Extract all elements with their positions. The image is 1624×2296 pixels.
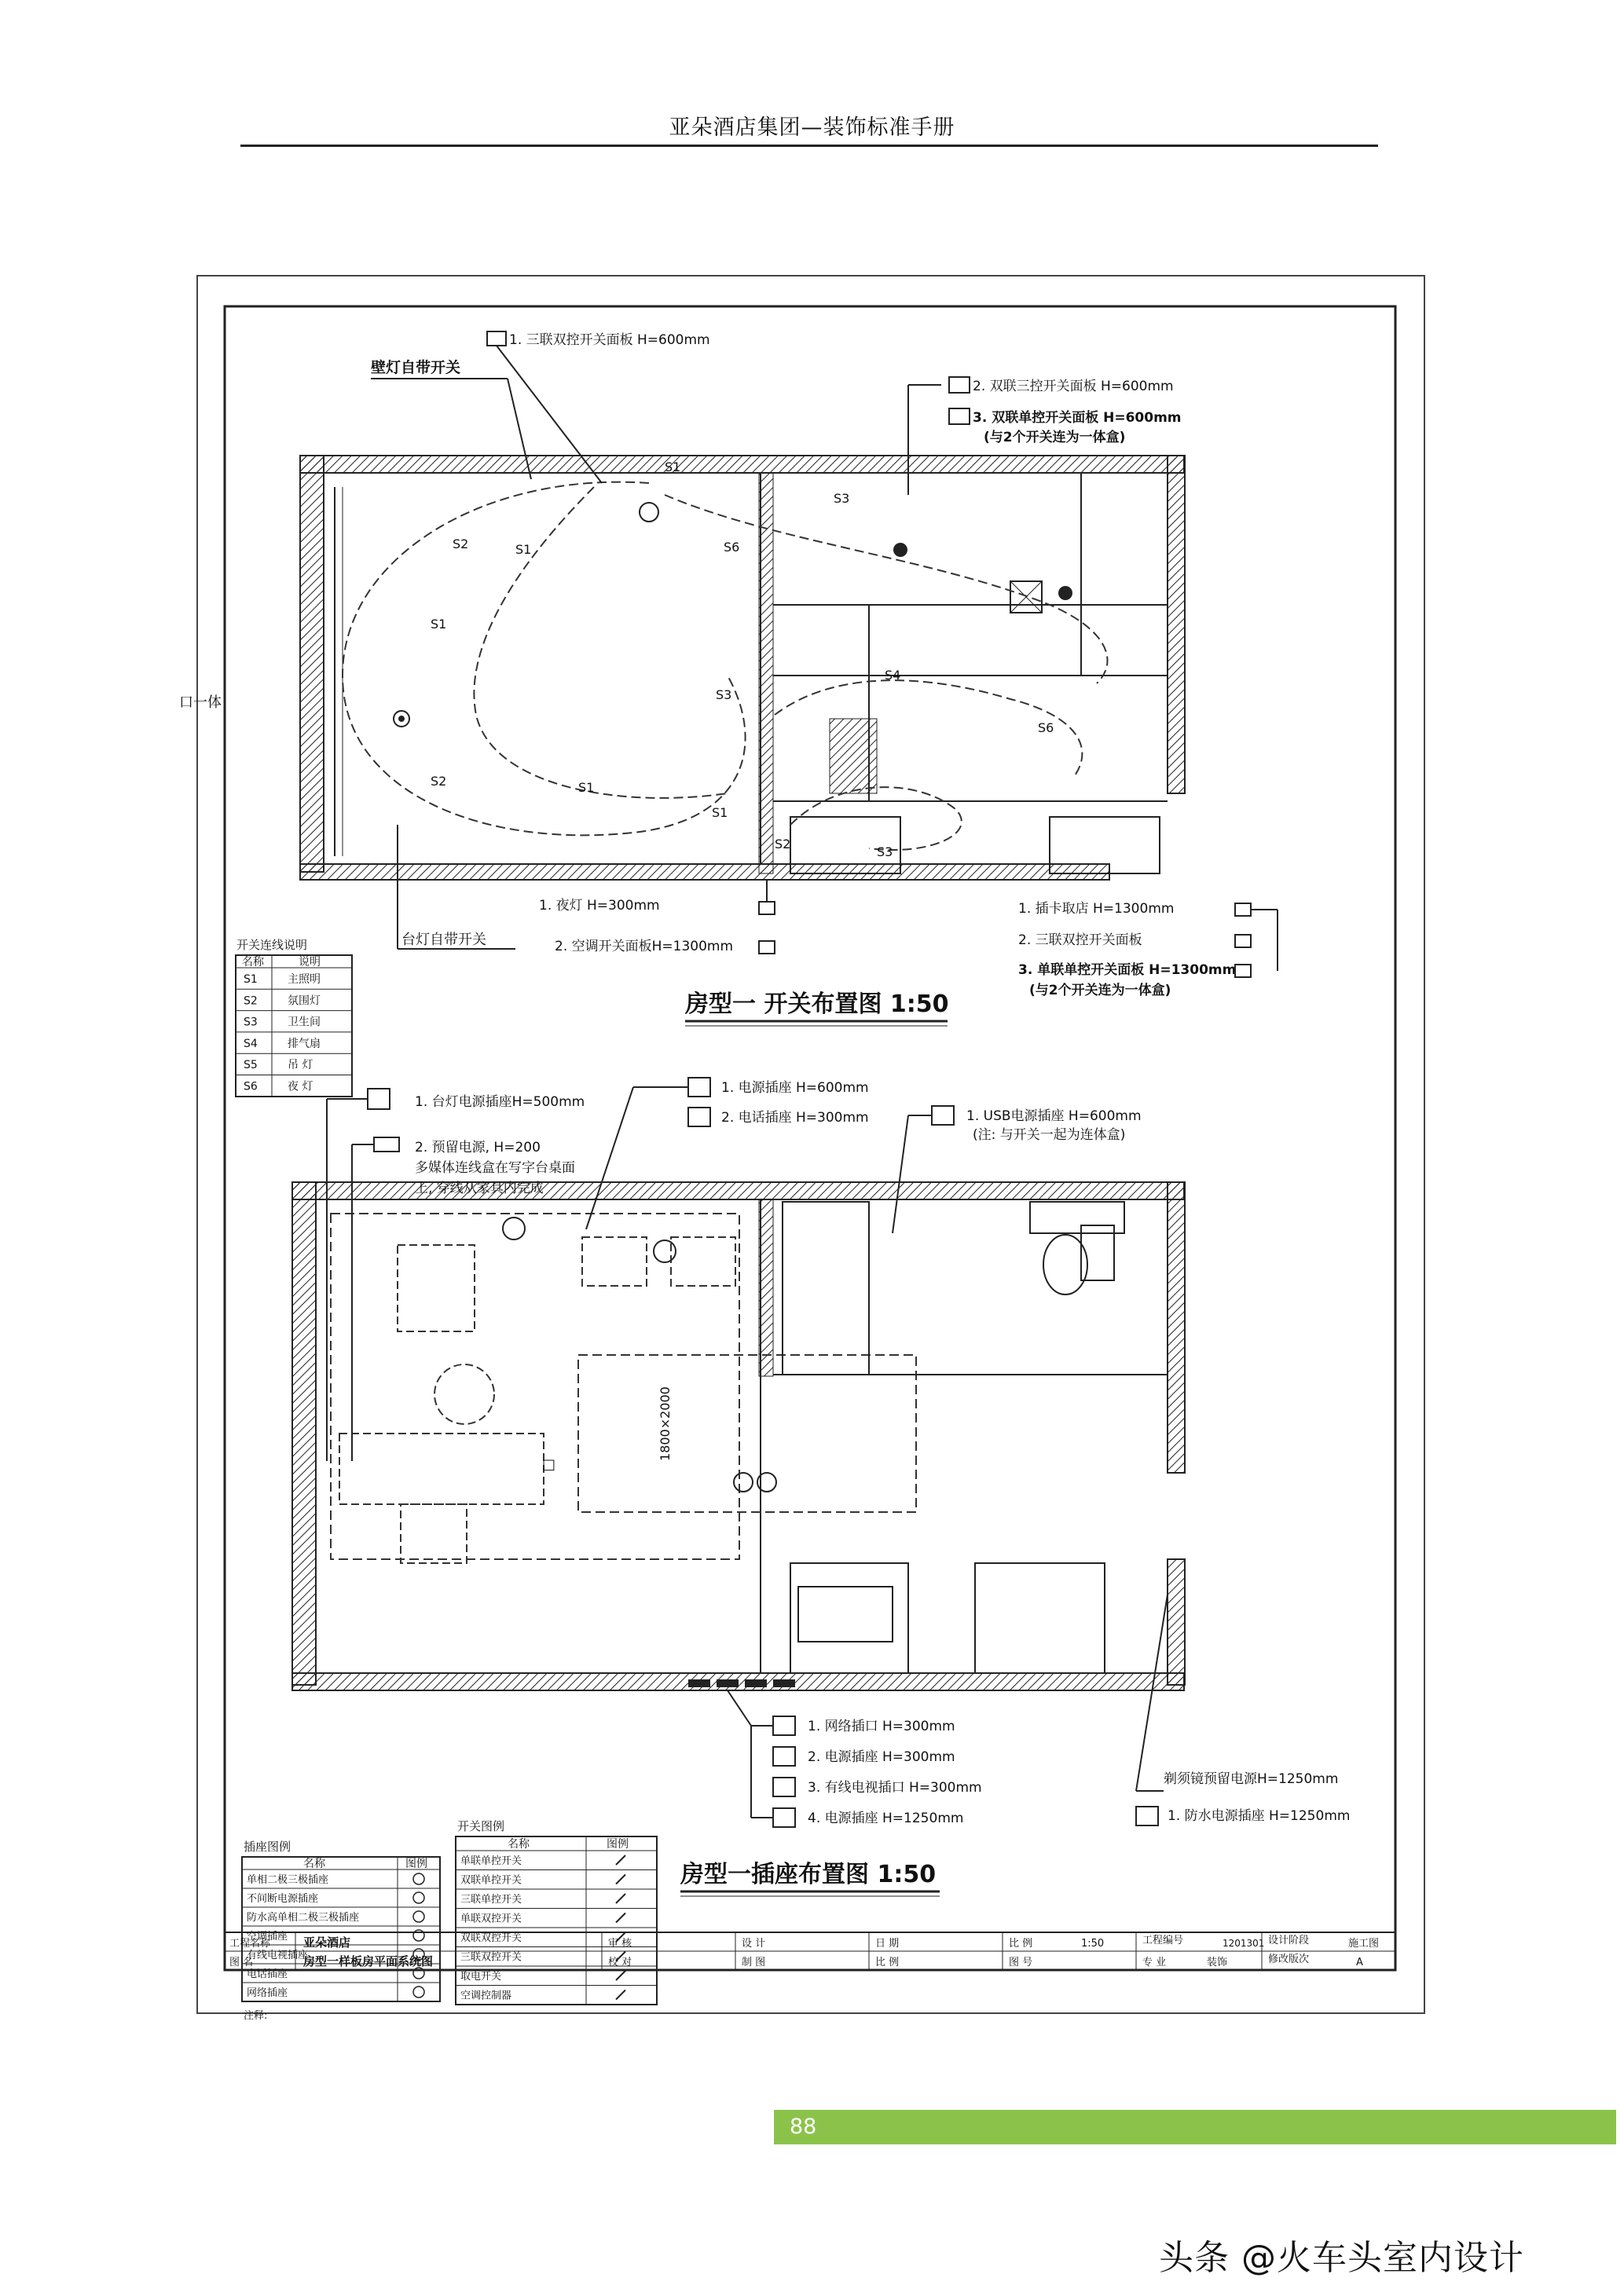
callout-waterproof: 1. 防水电源插座 H=1250mm [1168, 1808, 1351, 1824]
callout-triple-dual-top: 1. 三联双控开关面板 H=600mm [509, 332, 710, 348]
drawing-name: 房型一样板房平面系统图 [303, 1954, 434, 1968]
plan1-bottom-wall [300, 864, 1109, 880]
svg-text:修改版次: 修改版次 [1268, 1954, 1310, 1965]
svg-text:插座图例: 插座图例 [244, 1840, 291, 1854]
svg-text:S1: S1 [431, 617, 447, 632]
svg-text:S1: S1 [665, 460, 681, 474]
svg-text:工程编号: 工程编号 [1142, 1935, 1184, 1946]
socket-legend-item: 防水高单相二极三极插座 [247, 1912, 360, 1924]
svg-text:日 期: 日 期 [875, 1938, 900, 1950]
callout-desk-lamp: 台灯自带开关 [401, 932, 486, 948]
svg-text:开关连线说明: 开关连线说明 [236, 938, 308, 952]
callout-shaver: 剃须镜预留电源H=1250mm [1164, 1771, 1339, 1787]
svg-text:S6: S6 [1038, 720, 1054, 735]
svg-text:S2: S2 [775, 837, 791, 851]
callout-ac-panel: 2. 空调开关面板H=1300mm [555, 939, 734, 954]
callout-double-triple: 2. 双联三控开关面板 H=600mm [973, 379, 1174, 394]
svg-text:S3: S3 [877, 844, 893, 859]
svg-text:图 号: 图 号 [1009, 1957, 1033, 1968]
svg-text:S4: S4 [885, 668, 901, 683]
switch-symbol-icon [616, 1913, 625, 1923]
callout-reserved-power: 2. 预留电源, H=200 [415, 1140, 541, 1155]
plan2-left-wall [292, 1182, 316, 1685]
legend-code: S5 [244, 1059, 258, 1072]
switch-symbol-icon [616, 1875, 625, 1884]
svg-text:图例: 图例 [405, 1858, 427, 1870]
page-number: 88 [790, 2115, 817, 2139]
callout-reserved-note1: 多媒体连线盒在写字台桌面 [415, 1160, 575, 1176]
plan1-left-wall [300, 456, 324, 872]
switch-legend-item: 单联单控开关 [460, 1855, 522, 1867]
callout-single-single-note: (与2个开关连为一体盒) [1029, 983, 1171, 998]
callout-reserved-note2: 上, 穿线从家具内完成 [415, 1181, 544, 1196]
switch-legend-item: 双联单控开关 [460, 1874, 522, 1887]
svg-text:S2: S2 [431, 774, 447, 789]
socket-legend-item: 有线电视插座 [247, 1950, 309, 1961]
socket-legend-item: 电话插座 [247, 1968, 288, 1980]
legend-desc: 排气扇 [288, 1037, 321, 1050]
callout-usb-socket: 1. USB电源插座 H=600mm [966, 1108, 1142, 1124]
svg-text:校 对: 校 对 [608, 1957, 632, 1968]
plan1-top-wall [300, 456, 1184, 473]
svg-text:比 例: 比 例 [1009, 1938, 1033, 1950]
legend-desc: 吊 灯 [288, 1059, 313, 1072]
plan1-drain-grate [830, 719, 877, 793]
callout-double-single-note: (与2个开关连为一体盒) [984, 430, 1126, 445]
svg-text:□: □ [542, 1456, 556, 1473]
legend-code: S3 [244, 1016, 258, 1029]
socket-legend-item: 空调插座 [247, 1931, 288, 1943]
svg-text:注释:: 注释: [244, 2010, 268, 2022]
callout-double-single: 3. 双联单控开关面板 H=600mm [973, 410, 1182, 426]
switch-legend-table [456, 1819, 657, 2005]
header-rule [240, 145, 1378, 147]
floor-plan-drawing [179, 306, 1403, 2022]
switch-legend-item: 三联单控开关 [460, 1894, 522, 1906]
svg-text:S2: S2 [453, 536, 469, 551]
callout-power-300: 2. 电源插座 H=300mm [808, 1749, 955, 1765]
callout-single-single: 3. 单联单控开关面板 H=1300mm [1018, 962, 1237, 978]
callout-card-switch: 1. 插卡取店 H=1300mm [1018, 901, 1175, 917]
svg-text:制 图: 制 图 [742, 1957, 766, 1968]
bed-size-label: 1800×2000 [658, 1386, 673, 1461]
svg-text:1201301: 1201301 [1223, 1938, 1265, 1949]
svg-text:开关图例: 开关图例 [457, 1819, 505, 1833]
svg-text:S3: S3 [716, 687, 732, 702]
svg-text:装饰: 装饰 [1207, 1957, 1228, 1968]
svg-text:A: A [1356, 1957, 1363, 1968]
svg-text:比 例: 比 例 [875, 1957, 900, 1968]
callout-phone-socket: 2. 电话插座 H=300mm [721, 1110, 869, 1126]
svg-text:说明: 说明 [299, 956, 321, 969]
switch-legend-item: 空调控制器 [460, 1990, 512, 2002]
svg-text:S1: S1 [578, 780, 595, 795]
legend-desc: 夜 灯 [288, 1080, 313, 1093]
page-header-title: 亚朵酒店集团—装饰标准手册 [669, 115, 955, 140]
switch-symbol-icon [616, 1855, 625, 1865]
svg-text:S6: S6 [724, 540, 740, 555]
svg-text:名称: 名称 [303, 1858, 325, 1870]
svg-text:名称: 名称 [242, 956, 264, 969]
callout-power-socket-600: 1. 电源插座 H=600mm [721, 1080, 869, 1096]
legend-desc: 卫生间 [288, 1016, 321, 1029]
svg-text:工程名称: 工程名称 [229, 1938, 271, 1950]
plan1-legend-table [236, 938, 352, 1097]
watermark-text: 头条 @火车头室内设计 [1159, 2238, 1524, 2278]
svg-text:审 核: 审 核 [608, 1938, 632, 1950]
plan1-switch-layout [236, 331, 1278, 1097]
plan2-title: 房型一插座布置图 1:50 [680, 1861, 937, 1888]
svg-text:图 名: 图 名 [229, 1957, 254, 1968]
callout-desk-lamp-socket: 1. 台灯电源插座H=500mm [415, 1094, 585, 1110]
switch-legend-item: 三联双控开关 [460, 1951, 522, 1964]
svg-text:设 计: 设 计 [742, 1938, 766, 1950]
callout-night-light: 1. 夜灯 H=300mm [539, 898, 660, 914]
callout-tv-port: 3. 有线电视插口 H=300mm [808, 1780, 982, 1796]
socket-legend-item: 不间断电源插座 [247, 1893, 319, 1905]
switch-legend-item: 双联双控开关 [460, 1932, 522, 1944]
callout-triple-dual: 2. 三联双控开关面板 [1018, 932, 1142, 948]
callout-usb-note: (注: 与开关一起为连体盒) [973, 1127, 1126, 1143]
legend-code: S1 [244, 973, 258, 986]
legend-code: S4 [244, 1037, 258, 1050]
svg-text:设计阶段: 设计阶段 [1268, 1935, 1310, 1946]
svg-text:施工图: 施工图 [1348, 1938, 1380, 1950]
switch-legend-item: 单联双控开关 [460, 1913, 522, 1925]
svg-text:S1: S1 [712, 805, 728, 820]
legend-code: S6 [244, 1080, 258, 1093]
svg-text:专 业: 专 业 [1142, 1957, 1167, 1968]
svg-text:1:50: 1:50 [1081, 1938, 1105, 1950]
svg-text:名称: 名称 [508, 1838, 530, 1851]
svg-text:S3: S3 [834, 491, 850, 506]
callout-power-1250: 4. 电源插座 H=1250mm [808, 1811, 964, 1826]
callout-net-port: 1. 网络插口 H=300mm [808, 1719, 955, 1734]
plan1-title: 房型一 开关布置图 1:50 [685, 991, 949, 1018]
socket-legend-item: 网络插座 [247, 1987, 288, 1999]
plan2-socket-layout [242, 1078, 1350, 2022]
switch-legend-item: 取电开关 [460, 1971, 502, 1983]
side-label: 口一体 [179, 694, 222, 711]
title-block [225, 1932, 1395, 1970]
page-number-bar [774, 2110, 1616, 2144]
plan2-right-wall [1168, 1182, 1185, 1473]
legend-code: S2 [244, 994, 258, 1008]
svg-text:S1: S1 [515, 542, 532, 557]
callout-wall-lamp: 壁灯自带开关 [371, 359, 461, 376]
legend-desc: 主照明 [288, 973, 321, 986]
socket-symbol-icon [413, 1892, 424, 1903]
switch-symbol-icon [616, 1894, 625, 1903]
socket-symbol-icon [413, 1873, 424, 1884]
socket-symbol-icon [413, 1911, 424, 1922]
legend-desc: 氛围灯 [288, 994, 321, 1008]
switch-symbol-icon [616, 1971, 625, 1980]
plan1-right-wall [1168, 456, 1185, 793]
svg-text:图例: 图例 [607, 1838, 629, 1851]
socket-legend-item: 单相二极三极插座 [247, 1874, 329, 1886]
project-name: 亚朵酒店 [303, 1935, 351, 1950]
